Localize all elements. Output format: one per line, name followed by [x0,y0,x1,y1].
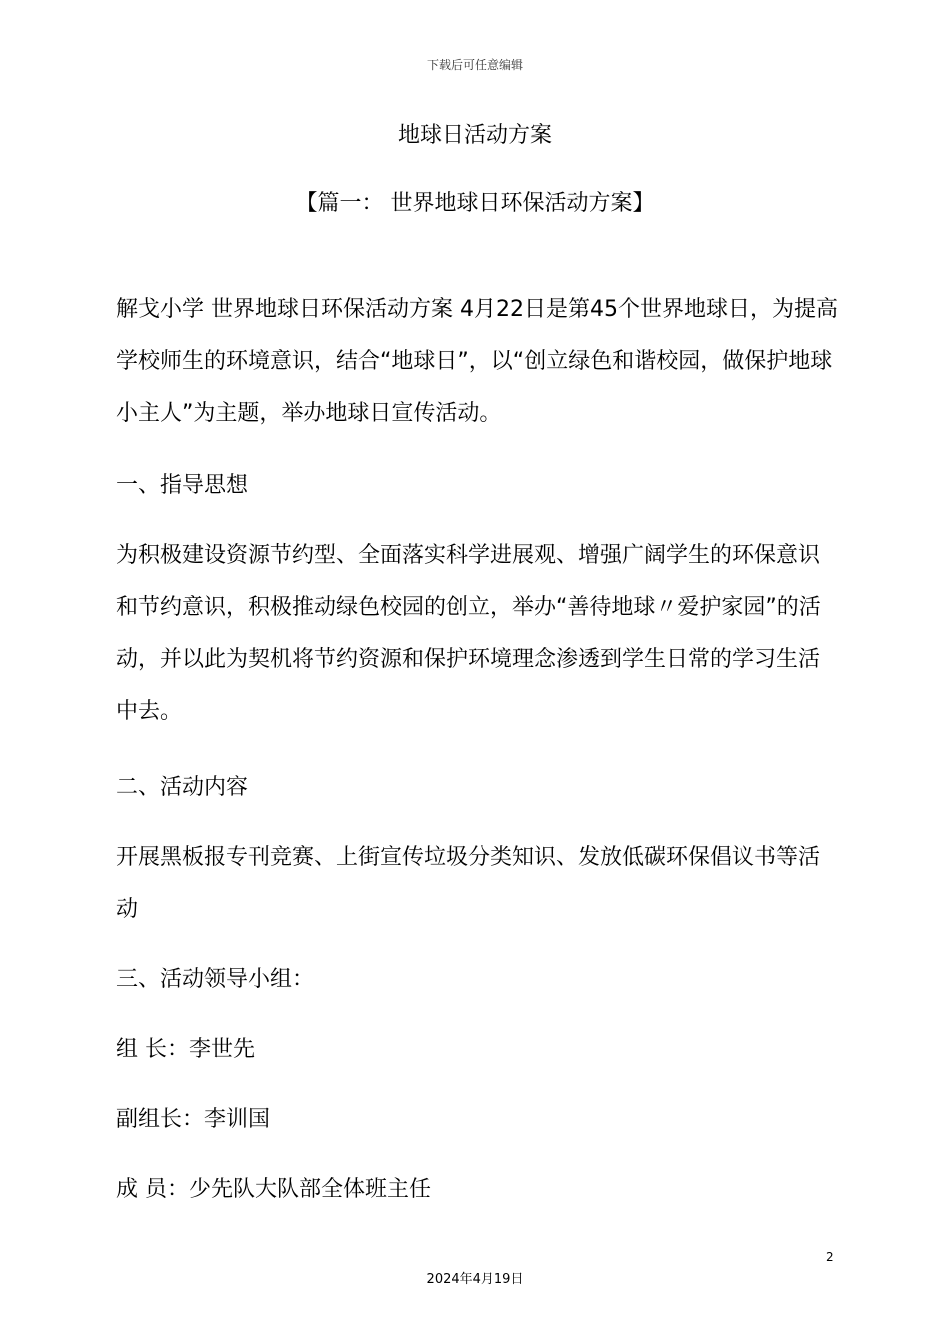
header-note: 下载后可任意编辑 [426,58,523,72]
footer-date: 2024年4月19日 [426,1272,524,1287]
activity-content-paragraph: 开展黑板报专刊竞赛、上街宣传垃圾分类知识、发放低碳环保倡议书等活动 [116,845,821,922]
section-heading-leadership-group: 三、活动领导小组： [116,967,315,992]
page-number: 2 [826,1250,834,1264]
section-heading-guiding-ideology: 一、指导思想 [116,473,249,498]
section-heading-activity-content: 二、活动内容 [116,775,249,800]
guiding-ideology-paragraph: 为积极建设资源节约型、全面落实科学进展观、增强广阔学生的环保意识和节约意识，积极推动绿色校园的创立，举办“善待地球〃爱护家园”的活动，并以此为契机将节约资源和保护环境理念渗透到学生日常的学习生活中去。 [116,543,821,724]
group-leader-line: 组 长：李世先 [116,1037,255,1062]
intro-paragraph: 解戈小学 世界地球日环保活动方案 4月22日是第45个世界地球日，为提高学校师生的环境意识，结合“地球日”，以“创立绿色和谐校园，做保护地球小主人”为主题，举办地球日宣传活动。 [116,297,838,426]
deputy-leader-line: 副组长：李训国 [116,1107,271,1132]
document-subtitle: 【篇一： 世界地球日环保活动方案】 [295,191,655,216]
members-line: 成 员：少先队大队部全体班主任 [116,1177,431,1202]
document-title: 地球日活动方案 [397,123,552,148]
